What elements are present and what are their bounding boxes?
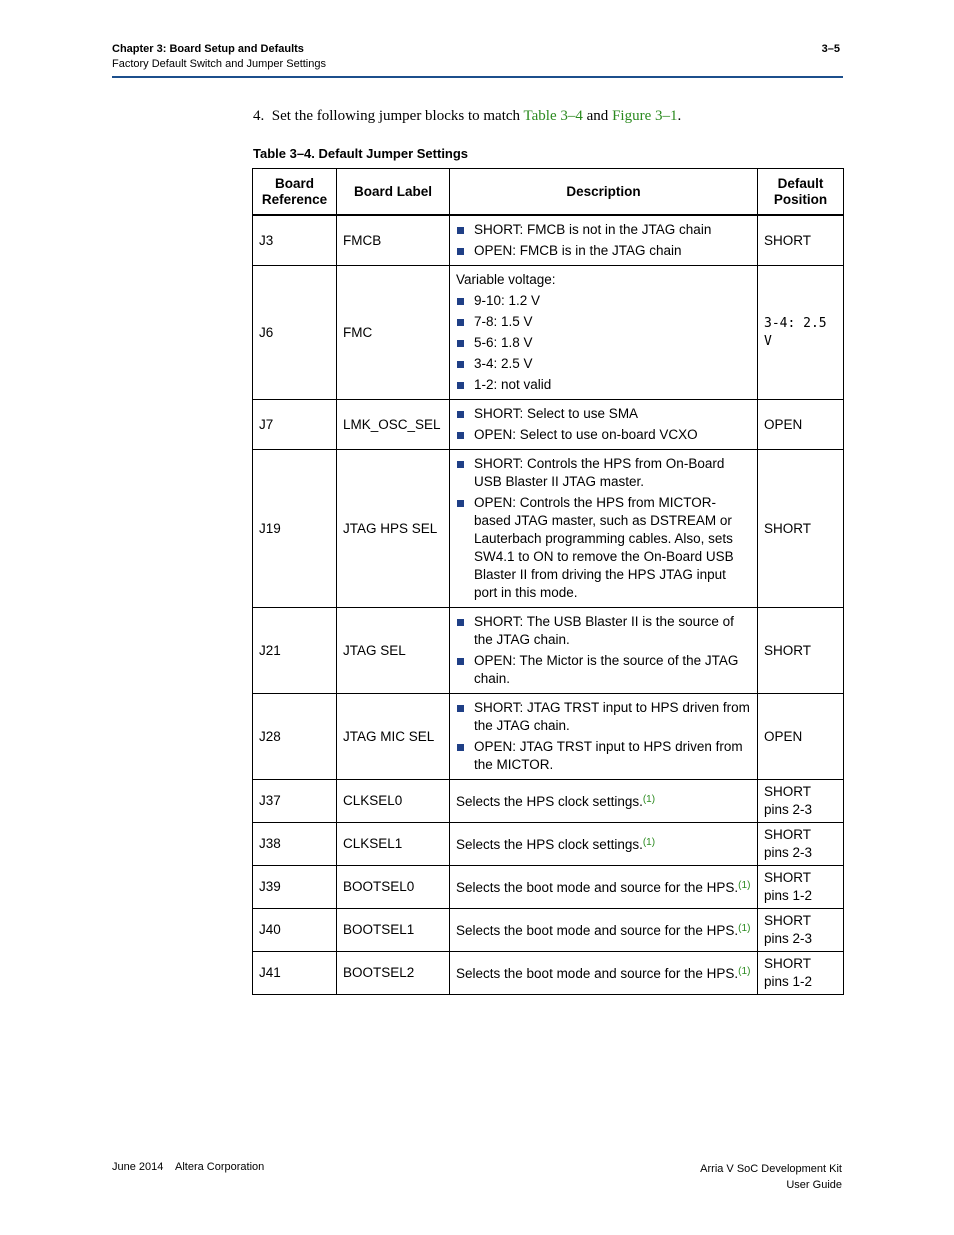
table-row: [253, 215, 844, 266]
cell-board-label: JTAG MIC SEL: [337, 694, 450, 780]
bullet-text: 7-8: 1.5 V: [474, 314, 533, 329]
cell-board-reference: J3: [253, 215, 337, 266]
bullet-item: [456, 405, 751, 423]
table-row: [253, 694, 844, 780]
footer-right: [700, 1161, 842, 1193]
bullet-text: SHORT: Select to use SMA: [474, 406, 639, 421]
section-title: Factory Default Switch and Jumper Settings: [112, 58, 326, 70]
footnote-link[interactable]: (1): [738, 966, 751, 977]
bullet-text: OPEN: JTAG TRST input to HPS driven from the MICTOR.: [474, 739, 743, 772]
bullet-text: SHORT: FMCB is not in the JTAG chain: [474, 222, 712, 237]
cell-description: [450, 694, 758, 780]
cell-board-label: BOOTSEL2: [337, 952, 450, 995]
cell-default-position: SHORT pins 1-2: [758, 952, 844, 995]
table-row: [253, 866, 844, 909]
cell-default-position: OPEN: [758, 400, 844, 450]
bullet-item: [456, 313, 751, 331]
square-bullet-icon: [457, 227, 464, 234]
cell-board-label: JTAG HPS SEL: [337, 450, 450, 608]
square-bullet-icon: [457, 461, 464, 468]
bullet-text: OPEN: The Mictor is the source of the JTAG chain.: [474, 653, 739, 686]
cell-description: [450, 608, 758, 694]
cell-board-label: BOOTSEL1: [337, 909, 450, 952]
cell-board-reference: J7: [253, 400, 337, 450]
cell-board-label: JTAG SEL: [337, 608, 450, 694]
square-bullet-icon: [457, 411, 464, 418]
square-bullet-icon: [457, 340, 464, 347]
description-sentence: Selects the boot mode and source for the HPS.: [456, 923, 739, 938]
cell-board-reference: J39: [253, 866, 337, 909]
cell-board-reference: J38: [253, 823, 337, 866]
bullet-item: [456, 738, 751, 774]
bullet-text: OPEN: Select to use on-board VCXO: [474, 427, 698, 442]
square-bullet-icon: [457, 382, 464, 389]
cell-default-position: SHORT: [758, 450, 844, 608]
bullet-item: [456, 699, 751, 735]
cell-default-position: SHORT pins 2-3: [758, 780, 844, 823]
step-text: Set the following jumper blocks to match: [271, 108, 521, 124]
table-link[interactable]: Table 3–4: [523, 108, 583, 124]
cell-board-label: FMCB: [337, 215, 450, 266]
step-end: .: [677, 108, 682, 124]
bullet-item: [456, 426, 751, 444]
header-rule: [112, 76, 843, 78]
cell-default-position: SHORT: [758, 215, 844, 266]
figure-link[interactable]: Figure 3–1: [612, 108, 678, 124]
description-text: [456, 791, 751, 811]
cell-default-position: SHORT pins 1-2: [758, 866, 844, 909]
square-bullet-icon: [457, 432, 464, 439]
footnote-link[interactable]: (1): [738, 923, 751, 934]
cell-default-position: SHORT pins 2-3: [758, 823, 844, 866]
bullet-text: 9-10: 1.2 V: [474, 293, 541, 308]
bullet-item: [456, 334, 751, 352]
footnote-link[interactable]: (1): [642, 837, 656, 848]
square-bullet-icon: [457, 500, 464, 507]
cell-description: [450, 266, 758, 400]
cell-description: [450, 215, 758, 266]
table-row: [253, 450, 844, 608]
description-intro: Variable voltage:: [456, 272, 556, 287]
footnote-link[interactable]: (1): [642, 794, 656, 805]
bullet-item: [456, 292, 751, 310]
description-text: [456, 834, 751, 854]
cell-board-reference: J28: [253, 694, 337, 780]
page-header: [112, 43, 842, 70]
cell-description: [450, 909, 758, 952]
description-sentence: Selects the boot mode and source for the HPS.: [456, 966, 739, 981]
description-sentence: Selects the boot mode and source for the HPS.: [456, 880, 739, 895]
header-default-position: Default Position: [758, 169, 844, 216]
table-row: [253, 266, 844, 400]
bullet-item: [456, 221, 751, 239]
cell-board-label: CLKSEL1: [337, 823, 450, 866]
square-bullet-icon: [457, 319, 464, 326]
cell-default-position: OPEN: [758, 694, 844, 780]
table-row: [253, 400, 844, 450]
description-sentence: Selects the HPS clock settings.: [456, 837, 643, 852]
table-header-row: [253, 169, 844, 216]
bullet-item: [456, 376, 751, 394]
step-number: 4.: [253, 108, 265, 124]
bullet-text: OPEN: FMCB is in the JTAG chain: [474, 243, 682, 258]
cell-board-reference: J21: [253, 608, 337, 694]
cell-board-label: FMC: [337, 266, 450, 400]
jumper-settings-table: [252, 168, 844, 995]
square-bullet-icon: [457, 361, 464, 368]
cell-board-reference: J19: [253, 450, 337, 608]
table-row: [253, 952, 844, 995]
table-caption: Table 3–4. Default Jumper Settings: [253, 146, 469, 161]
footer-left: June 2014 Altera Corporation: [112, 1161, 265, 1173]
header-board-reference: Board Reference: [253, 169, 337, 216]
table-row: [253, 909, 844, 952]
table-row: [253, 823, 844, 866]
header-board-label: Board Label: [337, 169, 450, 216]
description-text: [456, 877, 751, 897]
cell-description: [450, 450, 758, 608]
bullet-item: [456, 355, 751, 373]
footer-doc-type: User Guide: [786, 1179, 842, 1191]
bullet-item: [456, 613, 751, 649]
bullet-item: [456, 494, 751, 602]
description-sentence: Selects the HPS clock settings.: [456, 794, 643, 809]
bullet-item: [456, 652, 751, 688]
bullet-item: [456, 455, 751, 491]
bullet-text: OPEN: Controls the HPS from MICTOR-based JTAG master, such as DSTREAM or Lauterbach programming cables. Also, sets SW4.1 to ON to remove the On-Board USB Blaster II from driving the HPS JTAG input port in this mode.: [474, 495, 734, 600]
cell-board-reference: J37: [253, 780, 337, 823]
square-bullet-icon: [457, 619, 464, 626]
cell-board-reference: J40: [253, 909, 337, 952]
square-bullet-icon: [457, 248, 464, 255]
square-bullet-icon: [457, 705, 464, 712]
table-row: [253, 780, 844, 823]
cell-default-position: SHORT: [758, 608, 844, 694]
bullet-text: 5-6: 1.8 V: [474, 335, 533, 350]
cell-board-reference: J6: [253, 266, 337, 400]
cell-description: [450, 823, 758, 866]
bullet-text: 3-4: 2.5 V: [474, 356, 533, 371]
cell-board-label: BOOTSEL0: [337, 866, 450, 909]
cell-default-position: SHORT pins 2-3: [758, 909, 844, 952]
cell-default-position: 3-4: 2.5 V: [758, 266, 844, 400]
cell-description: [450, 866, 758, 909]
step-instruction: [253, 108, 681, 125]
table-row: [253, 608, 844, 694]
bullet-text: 1-2: not valid: [474, 377, 552, 392]
cell-board-reference: J41: [253, 952, 337, 995]
cell-board-label: CLKSEL0: [337, 780, 450, 823]
square-bullet-icon: [457, 658, 464, 665]
table-body: [253, 215, 844, 995]
cell-description: [450, 780, 758, 823]
square-bullet-icon: [457, 298, 464, 305]
description-text: [456, 920, 751, 940]
description-text: [456, 963, 751, 983]
bullet-text: SHORT: The USB Blaster II is the source of the JTAG chain.: [474, 614, 734, 647]
cell-board-label: LMK_OSC_SEL: [337, 400, 450, 450]
chapter-title: Chapter 3: Board Setup and Defaults: [112, 43, 304, 55]
page-number: 3–5: [821, 43, 840, 55]
bullet-text: SHORT: Controls the HPS from On-Board USB Blaster II JTAG master.: [474, 456, 725, 489]
square-bullet-icon: [457, 744, 464, 751]
bullet-text: SHORT: JTAG TRST input to HPS driven from the JTAG chain.: [474, 700, 750, 733]
footer-product: Arria V SoC Development Kit: [700, 1163, 842, 1175]
cell-description: [450, 400, 758, 450]
bullet-item: [456, 242, 751, 260]
header-description: Description: [450, 169, 758, 216]
cell-description: [450, 952, 758, 995]
step-and: and: [586, 108, 609, 124]
footnote-link[interactable]: (1): [738, 880, 751, 891]
